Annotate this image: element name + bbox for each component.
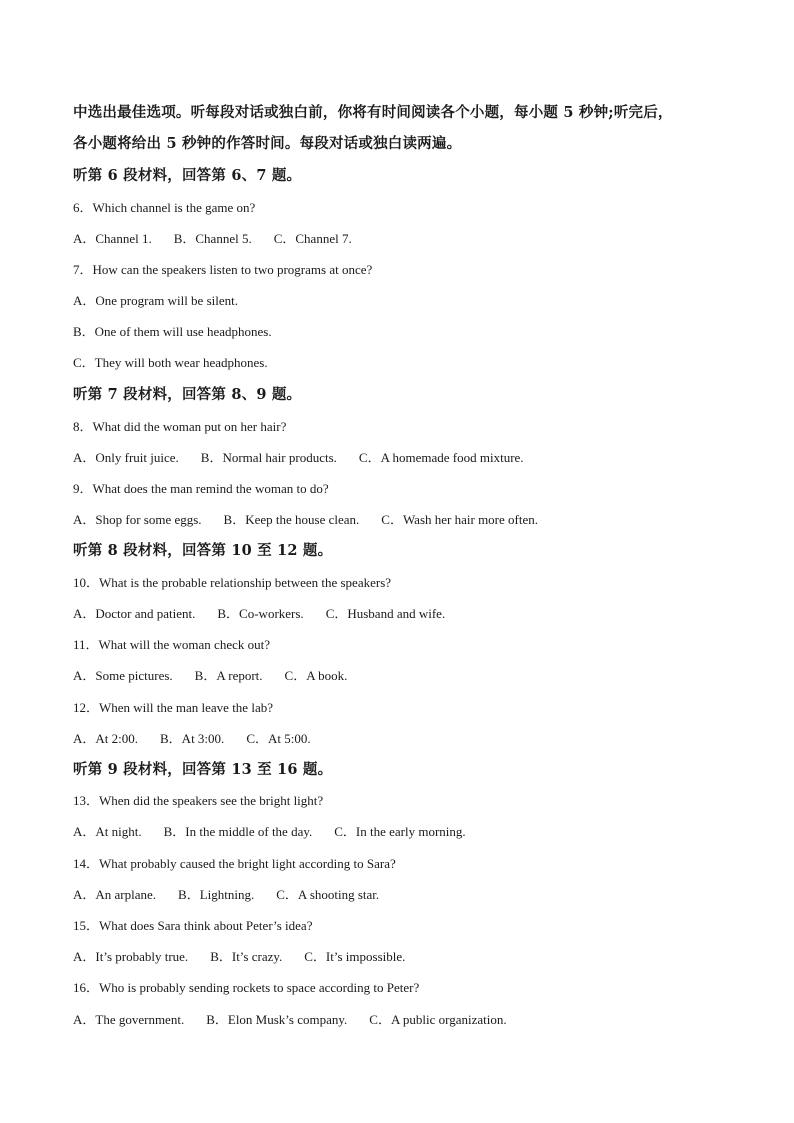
option-c: C．A homemade food mixture. [358, 450, 524, 465]
section-heading: 听第 7 段材料，回答第 8、9 题。 [73, 386, 302, 403]
option-b: B．Normal hair products. [200, 450, 337, 465]
option-b: B．Elon Musk’s company. [206, 1012, 348, 1027]
question-text: 10．What is the probable relationship between the speakers? [73, 575, 392, 590]
option-c: C．They will both wear headphones. [73, 355, 268, 370]
question-text: 6．Which channel is the game on? [73, 200, 256, 215]
option-c: C．A shooting star. [276, 887, 380, 902]
question-text: 13．When did the speakers see the bright light? [73, 793, 324, 808]
option-a: A．Shop for some eggs. [73, 512, 202, 527]
option-a: A．One program will be silent. [73, 293, 238, 308]
option-a: A．Some pictures. [73, 668, 173, 683]
option-c: C．Wash her hair more often. [381, 512, 538, 527]
question-text: 12．When will the man leave the lab? [73, 700, 273, 715]
option-a: A．Doctor and patient. [73, 606, 196, 621]
option-a: A．Only fruit juice. [73, 450, 179, 465]
option-b: B．One of them will use headphones. [73, 324, 272, 339]
option-a: A．It’s probably true. [73, 949, 189, 964]
question-text: 14．What probably caused the bright light according to Sara? [73, 856, 396, 871]
question-options [73, 228, 352, 247]
question-options [73, 946, 405, 965]
option-b: B．Lightning. [178, 887, 255, 902]
question-text: 16．Who is probably sending rockets to space according to Peter? [73, 980, 420, 995]
option-c: C．It’s impossible. [304, 949, 406, 964]
intro-line-1: 中选出最佳选项。听每段对话或独白前，你将有时间阅读各个小题，每小题 5 秒钟;听完后， [73, 104, 673, 121]
option-c: C．Channel 7. [273, 231, 352, 246]
question-options [73, 509, 538, 528]
option-b: B．In the middle of the day. [163, 824, 313, 839]
option-a: A．An arplane. [73, 887, 157, 902]
option-a: A．Channel 1. [73, 231, 152, 246]
option-b: B．Keep the house clean. [223, 512, 360, 527]
question-options [73, 1009, 507, 1028]
option-b: B．Co-workers. [217, 606, 304, 621]
option-a: A．The government. [73, 1012, 185, 1027]
option-b: B．It’s crazy. [210, 949, 283, 964]
option-c: C．A book. [284, 668, 348, 683]
option-c: C．A public organization. [369, 1012, 507, 1027]
option-a: A．At 2:00. [73, 731, 139, 746]
question-text: 9．What does the man remind the woman to do? [73, 481, 329, 496]
option-c: C．At 5:00. [246, 731, 311, 746]
question-options [73, 821, 466, 840]
question-options [73, 728, 311, 747]
option-a: A．At night. [73, 824, 142, 839]
question-text: 8．What did the woman put on her hair? [73, 419, 287, 434]
option-b: B．At 3:00. [160, 731, 225, 746]
option-b: B．A report. [194, 668, 263, 683]
question-text: 11．What will the woman check out? [73, 637, 270, 652]
option-b: B．Channel 5. [173, 231, 252, 246]
question-text: 15．What does Sara think about Peter’s idea? [73, 918, 313, 933]
section-heading: 听第 8 段材料，回答第 10 至 12 题。 [73, 542, 333, 559]
option-c: C．Husband and wife. [325, 606, 446, 621]
intro-line-2: 各小题将给出 5 秒钟的作答时间。每段对话或独白读两遍。 [73, 135, 462, 152]
question-options [73, 884, 379, 903]
section-heading: 听第 9 段材料，回答第 13 至 16 题。 [73, 761, 333, 778]
question-text: 7．How can the speakers listen to two programs at once? [73, 262, 373, 277]
section-heading: 听第 6 段材料，回答第 6、7 题。 [73, 167, 302, 184]
option-c: C．In the early morning. [334, 824, 466, 839]
question-options [73, 447, 524, 466]
question-options [73, 603, 445, 622]
question-options [73, 665, 347, 684]
